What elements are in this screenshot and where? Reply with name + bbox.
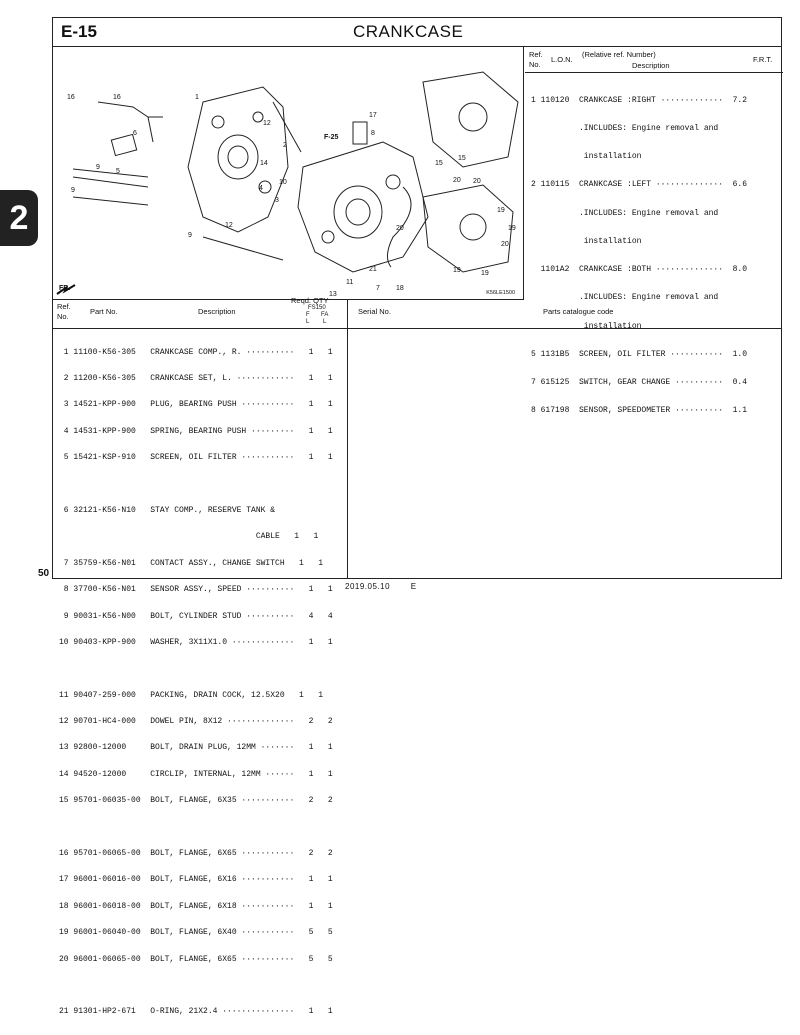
callout-19: 19 bbox=[453, 267, 461, 274]
section-code: E-15 bbox=[61, 22, 97, 41]
callout-3: 3 bbox=[275, 197, 279, 204]
description-header: Description bbox=[198, 307, 236, 316]
table-row: 6 32121-K56-N10 STAY COMP., RESERVE TANK & bbox=[59, 505, 276, 515]
labor-time-row: 8 617198 SENSOR, SPEEDOMETER ·········· 1.1 bbox=[531, 406, 748, 416]
f25-label: F-25 bbox=[324, 134, 339, 141]
stay-bracket bbox=[98, 102, 163, 142]
table-row: 1 11100-K56-305 CRANKCASE COMP., R. ·········· 1 1 bbox=[59, 347, 333, 357]
callout-18: 18 bbox=[396, 285, 404, 292]
table-row: 21 91301-HP2-671 O-RING, 21X2.4 ··············· 1 1 bbox=[59, 1007, 333, 1017]
table-row: 5 15421-KSP-910 SCREEN, OIL FILTER ··········· 1 1 bbox=[59, 453, 333, 463]
crankcase-illustration bbox=[53, 47, 522, 298]
table-row: 3 14521-KPP-900 PLUG, BEARING PUSH ··········· 1 1 bbox=[59, 400, 333, 410]
callout-20: 20 bbox=[501, 241, 509, 248]
callout-20: 20 bbox=[396, 225, 404, 232]
labor-time-row: .INCLUDES: Engine removal and bbox=[531, 208, 719, 218]
serial-header: Serial No. bbox=[358, 307, 391, 316]
frt-header: F.R.T. bbox=[753, 55, 773, 64]
callout-13: 13 bbox=[329, 291, 337, 298]
labor-time-row: 1 110120 CRANKCASE :RIGHT ············· 7.2 bbox=[531, 95, 748, 105]
callout-19: 19 bbox=[508, 225, 516, 232]
callout-15: 15 bbox=[458, 155, 466, 162]
lon-header: L.O.N. bbox=[551, 55, 573, 64]
table-row-spacer bbox=[59, 982, 333, 991]
labor-time-row: 2 110115 CRANKCASE :LEFT ·············· 6.6 bbox=[531, 180, 748, 190]
case-outline-upper bbox=[423, 72, 518, 167]
table-row: 2 11200-K56-305 CRANKCASE SET, L. ············ 1 1 bbox=[59, 373, 333, 383]
callout-7: 7 bbox=[376, 285, 380, 292]
table-row: 7 35759-K56-N01 CONTACT ASSY., CHANGE SWITCH 1 1 bbox=[59, 558, 324, 568]
callout-2: 2 bbox=[283, 142, 287, 149]
crankcase-left-shape bbox=[298, 142, 428, 272]
callout-9: 9 bbox=[188, 232, 192, 239]
table-row: 11 90407-259-000 PACKING, DRAIN COCK, 12.5X20 1 1 bbox=[59, 690, 324, 700]
no-header: No. bbox=[57, 312, 69, 321]
callout-20: 20 bbox=[453, 177, 461, 184]
labor-time-row: 1101A2 CRANKCASE :BOTH ·············· 8.0 bbox=[531, 265, 748, 275]
front-arrow-label: FR. bbox=[59, 285, 71, 292]
page-number: 50 bbox=[38, 568, 50, 579]
callout-8: 8 bbox=[371, 130, 375, 137]
relative-ref-header: (Relative ref. Number) bbox=[582, 50, 656, 59]
ref-header: Ref. bbox=[529, 50, 543, 59]
table-row: CABLE 1 1 bbox=[59, 532, 319, 542]
l-header: L bbox=[323, 319, 327, 325]
model-header: FS150 bbox=[308, 305, 326, 311]
callout-9: 9 bbox=[71, 187, 75, 194]
callout-21: 21 bbox=[369, 266, 377, 273]
table-row: 16 95701-06065-00 BOLT, FLANGE, 6X65 ··········· 2 2 bbox=[59, 849, 333, 859]
edition-mark: E bbox=[410, 582, 417, 591]
callout-1: 1 bbox=[195, 94, 199, 101]
table-row: 12 90701-HC4-000 DOWEL PIN, 8X12 ·············· 2 2 bbox=[59, 717, 333, 727]
footer bbox=[345, 582, 417, 591]
table-row: 15 95701-06035-00 BOLT, FLANGE, 6X35 ··········· 2 2 bbox=[59, 796, 333, 806]
publication-date: 2019.05.10 bbox=[345, 582, 391, 591]
table-row: 20 96001-06065-00 BOLT, FLANGE, 6X65 ··········· 5 5 bbox=[59, 954, 333, 964]
table-row: 19 96001-06040-00 BOLT, FLANGE, 6X40 ··········· 5 5 bbox=[59, 928, 333, 938]
reqd-qty-header: Reqd. QTY bbox=[291, 296, 329, 305]
callout-12: 12 bbox=[263, 120, 271, 127]
case-outline-lower bbox=[423, 185, 513, 272]
table-row: 13 92800-12000 BOLT, DRAIN PLUG, 12MM ······· 1 1 bbox=[59, 743, 333, 753]
labor-time-row: installation bbox=[531, 152, 642, 162]
table-row: 9 90031-K56-N00 BOLT, CYLINDER STUD ·········· 4 4 bbox=[59, 611, 333, 621]
page-header bbox=[53, 18, 781, 47]
labor-time-row: .INCLUDES: Engine removal and bbox=[531, 124, 719, 134]
parts-list bbox=[59, 331, 333, 1035]
section-tab[interactable]: 2 bbox=[0, 190, 38, 246]
labor-time-row: 5 1131B5 SCREEN, OIL FILTER ··········· 1.0 bbox=[531, 349, 748, 359]
page-title: CRANKCASE bbox=[353, 22, 464, 41]
table-row: 17 96001-06016-00 BOLT, FLANGE, 6X16 ··········· 1 1 bbox=[59, 875, 333, 885]
callout-17: 17 bbox=[369, 112, 377, 119]
no-header: No. bbox=[529, 60, 541, 69]
table-row-spacer bbox=[59, 824, 333, 833]
labor-time-row: 7 615125 SWITCH, GEAR CHANGE ·········· 0.4 bbox=[531, 378, 748, 387]
description-header: Description bbox=[632, 61, 670, 70]
ref-header: Ref. bbox=[57, 302, 71, 311]
table-row: 4 14531-KPP-900 SPRING, BEARING PUSH ········· 1 1 bbox=[59, 426, 333, 436]
labor-time-rows bbox=[531, 77, 747, 434]
table-row: 14 94520-12000 CIRCLIP, INTERNAL, 12MM ······ 1 1 bbox=[59, 769, 333, 779]
part-no-header: Part No. bbox=[90, 307, 118, 316]
table-row: 18 96001-06018-00 BOLT, FLANGE, 6X18 ··········· 1 1 bbox=[59, 901, 333, 911]
fa-header: FA bbox=[321, 312, 329, 318]
callout-20: 20 bbox=[473, 178, 481, 185]
table-row: 8 37700-K56-N01 SENSOR ASSY., SPEED ·········· 1 1 bbox=[59, 585, 333, 595]
callout-9: 9 bbox=[96, 164, 100, 171]
cylinder-stud bbox=[73, 169, 148, 177]
callout-16: 16 bbox=[67, 94, 75, 101]
illustration-ref-code: K56LE1500 bbox=[486, 290, 515, 296]
catalogue-code-header: Parts catalogue code bbox=[543, 307, 614, 316]
callout-12: 12 bbox=[225, 222, 233, 229]
callout-19: 19 bbox=[497, 207, 505, 214]
column-divider bbox=[347, 300, 348, 578]
oil-screen bbox=[111, 134, 136, 155]
crankcase-right-shape bbox=[188, 87, 288, 232]
callout-16: 16 bbox=[113, 94, 121, 101]
callout-14: 14 bbox=[260, 160, 268, 167]
callout-19: 19 bbox=[481, 270, 489, 277]
callout-4: 4 bbox=[259, 185, 263, 192]
f-header: F bbox=[306, 312, 310, 318]
callout-15: 15 bbox=[435, 160, 443, 167]
labor-time-header bbox=[525, 47, 783, 73]
callout-6: 6 bbox=[133, 130, 137, 137]
callout-5: 5 bbox=[116, 168, 120, 175]
labor-time-row: .INCLUDES: Engine removal and bbox=[531, 293, 719, 303]
crank-bore bbox=[218, 135, 258, 179]
labor-time-row: installation bbox=[531, 321, 642, 331]
table-row-spacer bbox=[59, 665, 333, 674]
table-row-spacer bbox=[59, 481, 333, 490]
callout-10: 10 bbox=[279, 179, 287, 186]
labor-time-row: installation bbox=[531, 236, 642, 246]
table-row: 10 90403-KPP-900 WASHER, 3X11X1.0 ············· 1 1 bbox=[59, 637, 333, 647]
callout-11: 11 bbox=[346, 279, 354, 286]
exploded-diagram bbox=[53, 47, 524, 300]
l-header: L bbox=[306, 319, 310, 325]
